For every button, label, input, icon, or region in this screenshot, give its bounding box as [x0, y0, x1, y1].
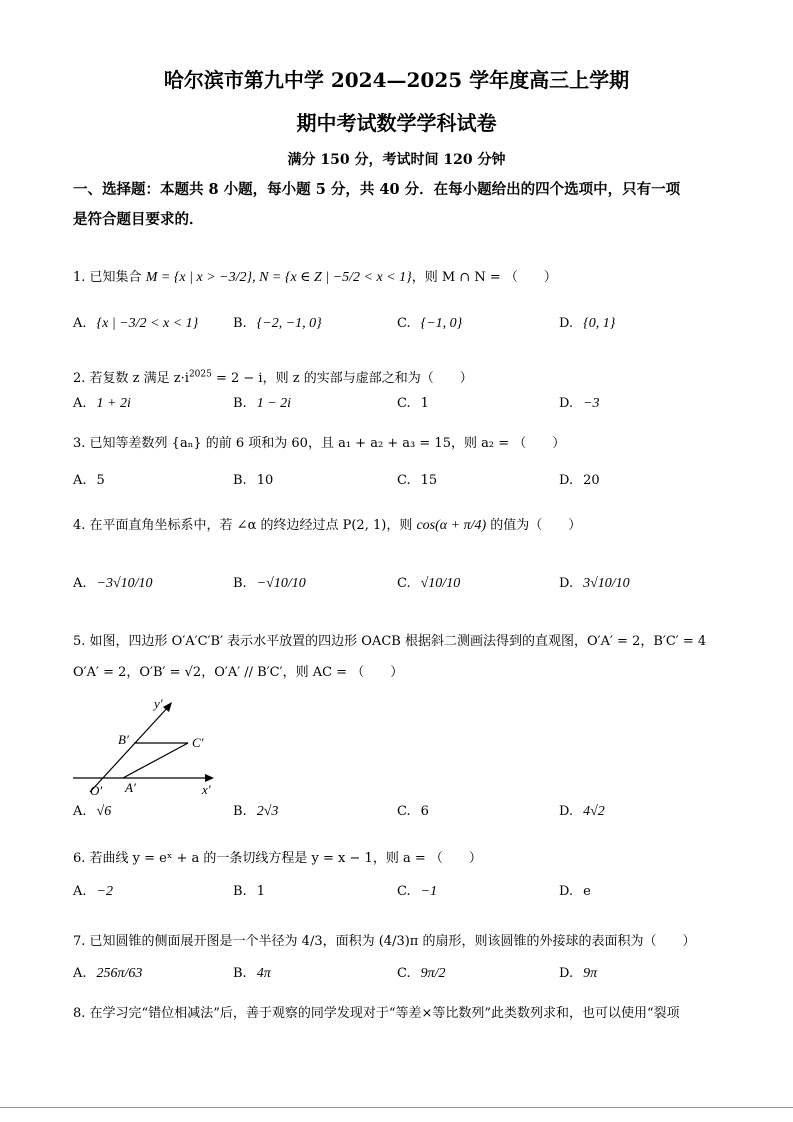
question-2-option-b[interactable]: B. 1 − 2i — [233, 396, 292, 411]
question-number: 7. — [73, 934, 86, 949]
label-c: C′ — [192, 735, 204, 750]
question-6-option-c[interactable]: C. −1 — [397, 884, 438, 899]
question-6-stem — [73, 847, 482, 866]
question-number: 2. — [73, 371, 86, 386]
question-number: 3. — [73, 436, 86, 451]
exam-title-line2: 期中考试数学学科试卷 — [296, 111, 497, 135]
question-3-stem — [73, 432, 565, 451]
question-6-option-b[interactable]: B. 1 — [233, 884, 265, 899]
section1-heading-line1: 一、选择题：本题共 8 小题，每小题 5 分，共 40 分．在每小题给出的四个选项中，只有一项 — [73, 181, 681, 198]
question-5-option-d[interactable]: D. 4√2 — [559, 804, 605, 819]
question-text: 如图，四边形 O′A′C′B′ 表示水平放置的四边形 OACB 根据斜二测画法得到的直观图，O′A′ = 2，B′C′ = 4 — [89, 634, 707, 649]
question-2-option-d[interactable]: D. −3 — [559, 396, 600, 411]
question-math: M = {x | x > −3/2}, N = {x ∈ Z | −5/2 < x < 1} — [145, 270, 412, 285]
question-8-stem — [73, 1002, 680, 1021]
label-origin: O′ — [90, 783, 103, 798]
question-7-option-a[interactable]: A. 256π/63 — [73, 966, 143, 981]
question-5-option-b[interactable]: B. 2√3 — [233, 804, 279, 819]
question-text: 若复数 z 满足 z·i — [89, 371, 189, 386]
question-text: 在平面直角坐标系中，若 ∠α 的终边经过点 P(2, 1)，则 — [89, 518, 417, 533]
segment-ac — [123, 743, 188, 778]
question-text: 已知等差数列 {aₙ} 的前 6 项和为 60，且 a₁ + a₂ + a₃ = 15，则 a₂ = （ ） — [89, 436, 566, 451]
page-bottom-divider — [0, 1107, 793, 1108]
question-1-option-c[interactable]: C. {−1, 0} — [397, 316, 463, 331]
exam-title-line1: 哈尔滨市第九中学 2024—2025 学年度高三上学期 — [163, 68, 630, 92]
question-number: 5. — [73, 634, 86, 649]
section1-heading-line2: 是符合题目要求的． — [73, 211, 204, 228]
question-6-option-a[interactable]: A. −2 — [73, 884, 113, 899]
question-number: 1. — [73, 270, 86, 285]
question-3-option-b[interactable]: B. 10 — [233, 473, 274, 488]
question-text: 已知圆锥的侧面展开图是一个半径为 4/3，面积为 (4/3)π 的扇形，则该圆锥的外接球的表面积为（ ） — [89, 934, 696, 949]
question-text: 若曲线 y = eˣ + a 的一条切线方程是 y = x − 1，则 a = （ ） — [89, 851, 482, 866]
question-4-option-d[interactable]: D. 3√10/10 — [559, 576, 630, 591]
question-4-option-a[interactable]: A. −3√10/10 — [73, 576, 153, 591]
question-1-option-d[interactable]: D. {0, 1} — [559, 316, 616, 331]
question-text: 的值为（ ） — [486, 518, 582, 533]
question-4-option-c[interactable]: C. √10/10 — [397, 576, 461, 591]
exam-subtitle: 满分 150 分，考试时间 120 分钟 — [287, 152, 506, 168]
question-4-stem — [73, 514, 581, 534]
question-7-option-c[interactable]: C. 9π/2 — [397, 966, 446, 981]
label-x-axis: x′ — [202, 782, 211, 797]
question-number: 8. — [73, 1006, 86, 1021]
question-text: O′A′ = 2，O′B′ = √2，O′A′ // B′C′，则 AC = （ ） — [73, 665, 404, 680]
question-3-option-a[interactable]: A. 5 — [73, 473, 105, 488]
question-2-stem — [73, 367, 473, 386]
question-1-option-a[interactable]: A. {x | −3/2 < x < 1} — [73, 316, 199, 331]
question-text: 在学习完“错位相减法”后，善于观察的同学发现对于“等差×等比数列”此类数列求和，也可以使用“裂项 — [89, 1006, 680, 1021]
question-exponent: 2025 — [188, 369, 212, 380]
label-b: B′ — [118, 732, 129, 747]
question-4-option-b[interactable]: B. −√10/10 — [233, 576, 306, 591]
question-5-option-c[interactable]: C. 6 — [397, 804, 429, 819]
oblique-projection-figure — [66, 694, 226, 800]
question-5-option-a[interactable]: A. √6 — [73, 804, 112, 819]
question-5-stem-line2 — [73, 661, 403, 680]
question-3-option-c[interactable]: C. 15 — [397, 473, 438, 488]
question-1-stem — [73, 266, 557, 286]
question-text: 已知集合 — [89, 270, 142, 285]
question-text: ，则 M ∩ N = （ ） — [411, 270, 557, 285]
x-axis-arrow — [205, 774, 214, 782]
question-text: = 2 − i，则 z 的实部与虚部之和为（ ） — [211, 371, 473, 386]
question-number: 6. — [73, 851, 86, 866]
question-1-option-b[interactable]: B. {−2, −1, 0} — [233, 316, 322, 331]
label-y-axis: y′ — [154, 696, 163, 711]
question-7-stem — [73, 930, 695, 949]
question-7-option-d[interactable]: D. 9π — [559, 966, 598, 981]
question-number: 4. — [73, 518, 86, 533]
question-3-option-d[interactable]: D. 20 — [559, 473, 600, 488]
question-math: cos(α + π/4) — [416, 518, 487, 533]
question-7-option-b[interactable]: B. 4π — [233, 966, 271, 981]
question-2-option-c[interactable]: C. 1 — [397, 396, 429, 411]
question-2-option-a[interactable]: A. 1 + 2i — [73, 396, 131, 411]
question-5-stem-line1 — [73, 630, 706, 649]
label-a: A′ — [125, 780, 136, 795]
question-6-option-d[interactable]: D. e — [559, 884, 591, 899]
